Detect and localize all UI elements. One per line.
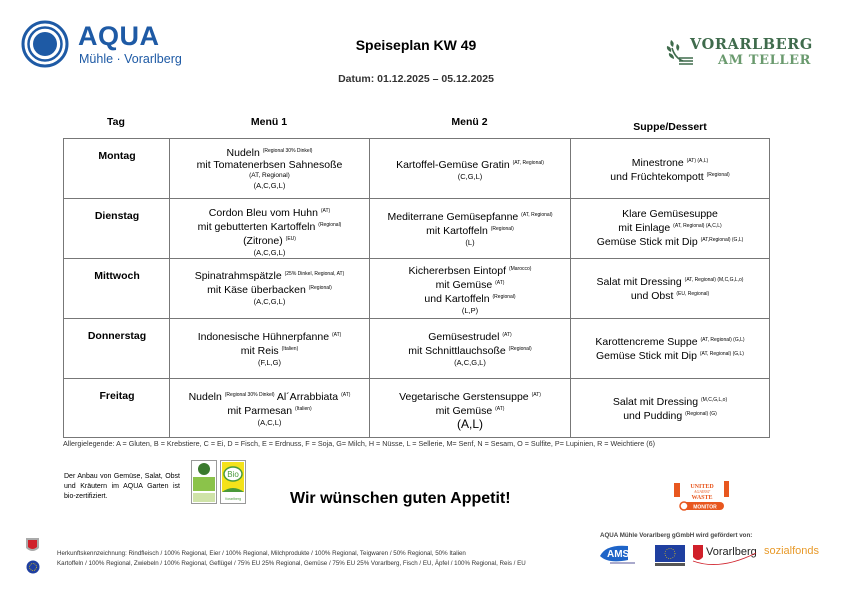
origin-superscript: (AT) (A,L) (686, 158, 709, 164)
dish-line (571, 408, 769, 422)
dish-text: Nudeln (188, 391, 225, 403)
origin-superscript: (Marocco) (508, 266, 532, 272)
origin-superscript: (AT, Regional) (G,L) (699, 351, 744, 357)
vorarlberg-logo-icon (690, 543, 760, 569)
dish-text: Nudeln (226, 147, 263, 159)
allergen-codes: (F,L,G) (258, 358, 281, 367)
menu-cell-menu1 (170, 205, 369, 258)
allergen-codes: (C,G,L) (457, 172, 483, 181)
menu-cell-menu2 (370, 389, 570, 431)
dish-line (170, 159, 369, 171)
dish-line (370, 223, 570, 237)
menu-cell-soup (571, 394, 769, 422)
column-header-menu1: Menü 1 (250, 116, 288, 128)
origin-superscript: (AT,Regional) (G,L) (700, 237, 744, 243)
dish-line (170, 343, 369, 357)
dish-text: mit Einlage (618, 222, 674, 234)
origin-superscript: (AT) (495, 280, 505, 286)
menu-cell-soup (571, 155, 769, 183)
dish-text: Spinatrahmspätzle (194, 270, 285, 282)
origin-superscript: (AT) (341, 392, 351, 398)
dish-line (370, 403, 570, 417)
origin-superscript: (Regional) (308, 285, 332, 291)
dish-text: Kartoffel-Gemüse Gratin (396, 159, 513, 171)
origin-superscript: (EU, Regional) (676, 291, 710, 297)
dish-text: Salat mit Dressing (596, 276, 685, 288)
funding-note: AQUA Mühle Vorarlberg gGmbH wird gefördert von: (600, 532, 753, 539)
menu-cell-menu2 (370, 263, 570, 316)
dish-line (370, 389, 570, 403)
dish-line (571, 234, 769, 248)
dish-text: mit gebutterten Kartoffeln (197, 221, 319, 233)
dish-text: Mediterrane Gemüsepfanne (387, 211, 522, 223)
dish-text: und Obst (630, 290, 677, 302)
origin-superscript: (AT, Regional) (G,L) (700, 337, 745, 343)
dish-line (370, 263, 570, 277)
row-divider (64, 378, 769, 379)
dish-text: mit Tomatenerbsen Sahnesoße (196, 159, 343, 171)
origin-superscript: (AT, Regional) (512, 160, 544, 166)
menu-table (63, 138, 770, 438)
dish-text: und Kartoffeln (424, 293, 493, 305)
origin-superscript: (AT, Regional) (521, 212, 553, 218)
dish-line (571, 288, 769, 302)
dish-line (170, 233, 369, 247)
origin-superscript: (AT) (331, 332, 342, 338)
uaw-line2: AGAINST (694, 489, 710, 494)
page-title: Speiseplan KW 49 (355, 37, 477, 53)
origin-note: (AT, Regional) (249, 172, 290, 179)
uaw-line1: UNITED (690, 484, 714, 490)
dish-text: Vegetarische Gerstensuppe (399, 391, 532, 403)
sozialfonds-logo: sozialfonds (764, 545, 820, 557)
allergen-codes: (A,C,G,L) (253, 297, 286, 306)
bio-certification-note: Der Anbau von Gemüse, Salat, Obst und Kräutern im AQUA Garten ist bio-zertifiziert. (64, 473, 180, 500)
dish-line (571, 394, 769, 408)
dish-line (170, 329, 369, 343)
allergen-codes: (L,P) (461, 306, 479, 315)
dish-line (370, 277, 570, 291)
dish-line (170, 145, 369, 159)
dish-text: mit Kartoffeln (426, 225, 491, 237)
day-label: Donnerstag (87, 330, 147, 342)
origin-superscript: (M,C,G,L,o) (701, 397, 728, 403)
dish-text: mit Käse überbacken (207, 284, 309, 296)
dish-text: und Früchtekompott (610, 171, 707, 183)
origin-superscript: (Regional 30% Dinkel) (224, 392, 275, 398)
bio-logo-sub: Vorarlberg (224, 497, 242, 501)
origin-superscript: (Italien) (281, 346, 299, 352)
dish-text: Kichererbsen Eintopf (408, 265, 509, 277)
allergen-codes: (A,C,G,L) (454, 358, 486, 367)
dish-line (370, 343, 570, 357)
origin-superscript: (AT, Regional) (A,C,L) (673, 223, 722, 229)
allergen-legend: Allergielegende: A = Gluten, B = Krebstiere, C = Ei, D = Fisch, E = Erdnuss, F = Soja, G= Milch, H = Nüsse, L = Sellerie, M= Senf, N = Sesam, O = Sulfite, P= Lupinien, R = Weichtiere (6) (63, 439, 656, 448)
dish-text: Gemüse Stick mit Dip (596, 236, 701, 248)
brand-name: AQUA (78, 21, 160, 51)
dish-text: mit Parmesan (227, 405, 295, 417)
origin-superscript: (EU) (285, 236, 296, 242)
dish-line (571, 208, 769, 220)
column-header-soup: Suppe/Dessert (633, 121, 707, 133)
eu-emblem-icon (26, 560, 40, 574)
origin-superscript: (Regional) (318, 222, 342, 228)
dish-line (571, 334, 769, 348)
dish-line (370, 291, 570, 305)
dish-text: und Pudding (623, 410, 686, 422)
eu-organic-logo-icon (191, 460, 217, 504)
origin-superscript: (Regional) (706, 172, 730, 178)
origin-line-2: Kartoffeln / 100% Regional, Zwiebeln / 100% Regional, Geflügel / 75% EU 25% Regional, Gemüse / 75% EU 25% Vorarlberg, Fisch / EU, Äpfel / 100% Regional, Reis / EU (57, 559, 526, 567)
column-header-tag: Tag (107, 116, 125, 128)
dish-line (370, 417, 570, 431)
bio-vorarlberg-logo-icon (220, 460, 246, 504)
menu-cell-menu1 (170, 329, 369, 368)
origin-line-1: Herkunftskennzeichnung: Rindfleisch / 100% Regional, Eier / 100% Regional, Milchprodukte / 100% Regional, Teigwaren / 50% Regional, 50% Italien (57, 550, 466, 557)
dish-line (370, 209, 570, 223)
appetit-message: Wir wünschen guten Appetit! (290, 490, 511, 507)
dish-text: (A,L) (456, 417, 483, 431)
dish-line (571, 348, 769, 362)
menu-cell-menu1 (170, 389, 369, 428)
dish-text: mit Gemüse (435, 405, 496, 417)
origin-superscript: (Regional 30% Dinkel) (262, 148, 313, 154)
menu-cell-soup (571, 334, 769, 362)
dish-line (571, 169, 769, 183)
bio-logo-label: Bio (227, 470, 239, 479)
origin-superscript: (Regional) (508, 346, 532, 352)
day-label: Freitag (99, 390, 135, 402)
day-label: Montag (98, 150, 136, 162)
united-against-waste-logo-icon (672, 479, 732, 511)
vorarlberg-label: Vorarlberg (706, 546, 757, 558)
dish-line (370, 329, 570, 343)
origin-superscript: (AT) (495, 406, 505, 412)
allergen-codes: (A,C,G,L) (253, 181, 286, 190)
dish-text: Minestrone (631, 157, 687, 169)
eu-flag-icon (655, 545, 685, 567)
origin-superscript: (25% Dinkel, Regional, AT) (284, 271, 345, 277)
row-divider (64, 318, 769, 319)
origin-superscript: (Regional) (490, 226, 514, 232)
dish-text: mit Schnittlauchsoße (408, 345, 509, 357)
column-header-menu2: Menü 2 (451, 116, 488, 128)
dish-text: Gemüsestrudel (428, 331, 503, 343)
dish-text: Gemüse Stick mit Dip (596, 350, 700, 362)
row-divider (64, 198, 769, 199)
dish-line (571, 220, 769, 234)
dish-line (170, 268, 369, 282)
dish-line (170, 403, 369, 417)
origin-superscript: (AT, Regional) (M,C,G,L,o) (684, 277, 744, 283)
origin-superscript: (Italien) (295, 406, 312, 412)
dish-text: (Zitrone) (243, 235, 286, 247)
origin-superscript: (AT) (531, 392, 541, 398)
ams-logo-icon (598, 542, 648, 568)
origin-labeling (57, 549, 526, 568)
brand-subtitle: Mühle · Vorarlberg (79, 52, 182, 66)
uaw-badge: MONITOR (693, 504, 717, 511)
origin-superscript: (Regional) (G) (685, 411, 717, 417)
uaw-line3: WASTE (691, 495, 713, 501)
menu-cell-menu2 (370, 329, 570, 368)
dish-line (170, 389, 369, 403)
dish-text: Indonesische Hühnerpfanne (197, 331, 332, 343)
dish-text: mit Reis (240, 345, 282, 357)
menu-cell-menu2 (370, 157, 570, 182)
menu-cell-menu2 (370, 209, 570, 248)
partner-logo-line2: AM TELLER (718, 53, 811, 68)
date-range: Datum: 01.12.2025 – 05.12.2025 (338, 73, 494, 85)
origin-superscript: (Regional) (492, 294, 516, 300)
vorarlberg-coat-of-arms-icon (26, 538, 39, 554)
menu-cell-soup (571, 208, 769, 248)
menu-cell-menu1 (170, 268, 369, 307)
partner-logo-line1: VORARLBERG (690, 36, 813, 53)
dish-line (170, 205, 369, 219)
dish-text: Karottencreme Suppe (595, 336, 701, 348)
origin-superscript: (AT) (320, 208, 331, 214)
menu-cell-soup (571, 274, 769, 302)
allergen-codes: (A,C,L) (257, 418, 282, 427)
allergen-codes: (A,C,G,L) (253, 248, 286, 257)
origin-superscript: (AT) (502, 332, 512, 338)
dish-text: Klare Gemüsesuppe (622, 208, 718, 220)
dish-line (370, 157, 570, 171)
dish-text: mit Gemüse (435, 279, 496, 291)
row-divider (64, 258, 769, 259)
day-label: Mittwoch (94, 270, 140, 282)
menu-cell-menu1 (170, 145, 369, 191)
day-label: Dienstag (94, 210, 140, 222)
dish-line (170, 219, 369, 233)
ams-label: AMS (607, 549, 630, 560)
dish-text: Cordon Bleu vom Huhn (208, 207, 321, 219)
dish-line (571, 155, 769, 169)
dish-line (571, 274, 769, 288)
dish-text: Al´Arrabbiata (274, 391, 342, 403)
allergen-codes: (L) (465, 238, 475, 247)
dish-text: Salat mit Dressing (612, 396, 701, 408)
dish-line (170, 282, 369, 296)
leaf-fork-icon (665, 36, 693, 68)
